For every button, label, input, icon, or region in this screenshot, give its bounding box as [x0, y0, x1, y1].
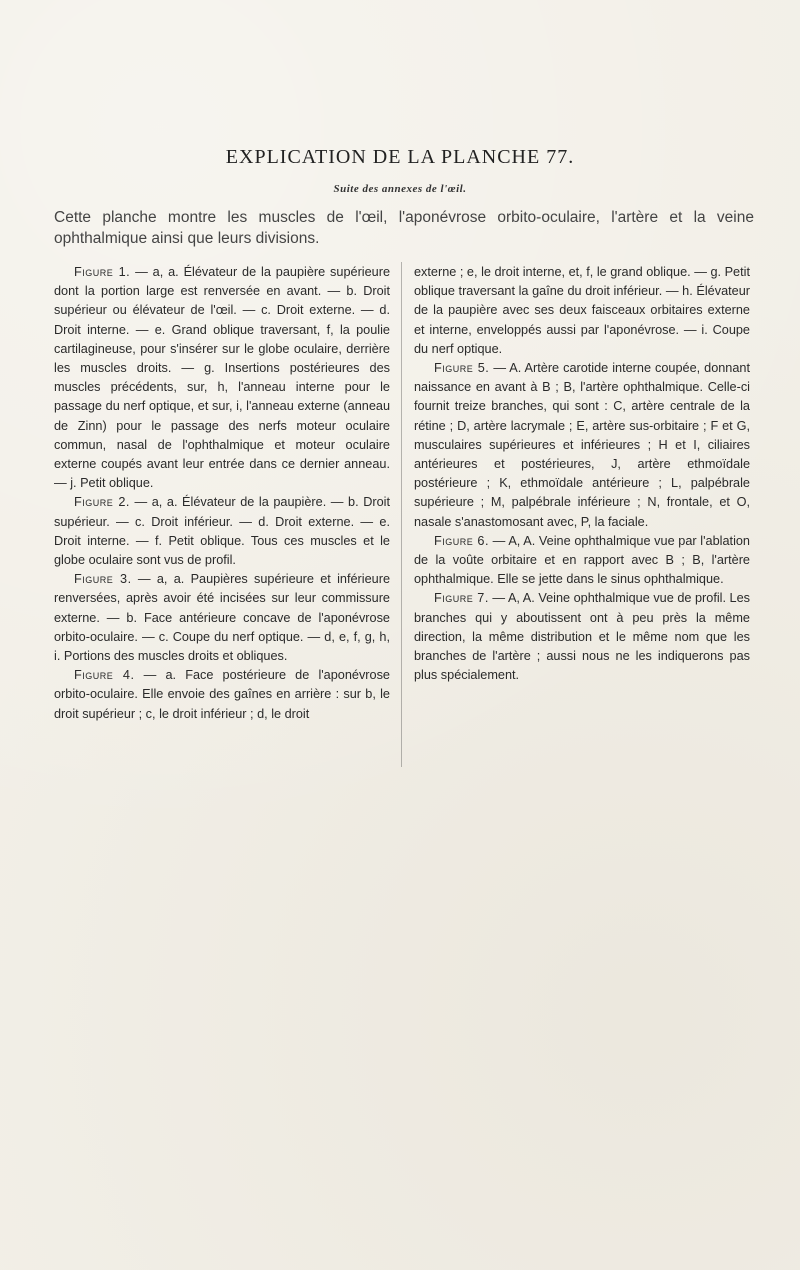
right-column [414, 263, 750, 685]
intro-paragraph: Cette planche montre les muscles de l'œil, l'aponévrose orbito-oculaire, l'artère et la veine ophthalmique ainsi que leurs divisions. [54, 209, 754, 247]
figure-2-label: Figure 2. [74, 495, 130, 510]
figure-7-text: — A, A. Veine ophthalmique vue de profil. Les branches qui y aboutissent ont à peu près la même direction, la même distribution et le même nom que les branches de l'artère ; aussi nous ne les indiquerons pas plus spécialement. [414, 591, 751, 683]
figure-5-paragraph [414, 359, 750, 532]
figure-1-label: Figure 1. [74, 265, 131, 279]
figure-2-text: — a, a. Élévateur de la paupière. — b. Droit supérieur. — c. Droit inférieur. — d. Droit externe. — e. Droit interne. — f. Petit oblique. Tous ces muscles et le globe oculaire sont vus de profil. [54, 495, 390, 568]
figure-4-paragraph [54, 666, 390, 724]
page-title: EXPLICATION DE LA PLANCHE 77. [225, 146, 575, 168]
figure-5-label: Figure 5. [434, 361, 490, 376]
left-column [54, 263, 390, 724]
figure-4-continuation: externe ; e, le droit interne, et, f, le grand oblique. — g. Petit oblique traversant la gaîne du droit inférieur. — h. Élévateur de la paupière avec ses deux faisceaux orbitaires externe et interne, enveloppés aussi par l'aponévrose. — i. Coupe du nerf optique. [414, 265, 750, 356]
column-divider [401, 262, 402, 767]
figure-3-paragraph [54, 570, 390, 666]
figure-6-paragraph [414, 532, 750, 590]
figure-5-text: — A. Artère carotide interne coupée, donnant naissance en avant à B ; B, l'artère ophthalmique. Celle-ci fournit treize branches, qui sont : C, artère centrale de la rétine ; D, artère lacrymale ; E, artère sus-orbitaire ; F et G, musculaires supérieures et inférieures ; H et I, ciliaires antérieures et postérieures, J, artère ethmoïdale postérieure ; K, ethmoïdale antérieure ; L, palpébrale supérieure ; M, palpébrale inférieure ; N, frontale, et O, nasale s'anastomosant avec, P, la faciale. [414, 361, 750, 529]
figure-7-label: Figure 7. [434, 591, 489, 606]
figure-6-label: Figure 6. [434, 533, 489, 548]
page-subtitle: Suite des annexes de l'œil. [333, 183, 467, 195]
figure-7-paragraph [414, 589, 750, 685]
figure-4-text: — a. Face postérieure de l'aponévrose orbito-oculaire. Elle envoie des gaînes en arrière : sur b, le droit supérieur ; c, le droit inférieur ; d, le droit [54, 668, 390, 721]
figure-2-paragraph [54, 493, 390, 570]
figure-6-text: — A, A. Veine ophthalmique vue par l'ablation de la voûte orbitaire et en rapport avec B ; B, l'artère ophthalmique. Elle se jette dans le sinus ophthalmique. [414, 533, 750, 587]
figure-4-label: Figure 4. [74, 668, 135, 683]
figure-1-paragraph [54, 263, 390, 493]
figure-3-text: — a, a. Paupières supérieure et inférieure renversées, après avoir été incisées sur leur commissure externe. — b. Face antérieure concave de l'aponévrose orbito-oculaire. — c. Coupe du nerf optique. — d, e, f, g, h, i. Portions des muscles droits et obliques. [54, 572, 390, 664]
figure-1-text: — a, a. Élévateur de la paupière supérieure dont la portion large est renversée en avant. — b. Droit supérieur ou élévateur de l'œil. — c. Droit externe. — d. Droit interne. — e. Grand oblique traversant, f, la poulie cartilagineuse, pour s'insérer sur le globe oculaire, derrière les muscles droits. — g. Insertions postérieures des muscles précédents, sur, h, l'anneau interne pour le passage du nerf optique, et sur, i, l'anneau externe (anneau de Zinn) pour le passage des nerfs moteur oculaire commun, nasal de l'ophthalmique et moteur oculaire externe coupés avant leur entrée dans ce dernier anneau. — j. Petit oblique. [54, 265, 391, 491]
figure-3-label: Figure 3. [74, 572, 132, 587]
